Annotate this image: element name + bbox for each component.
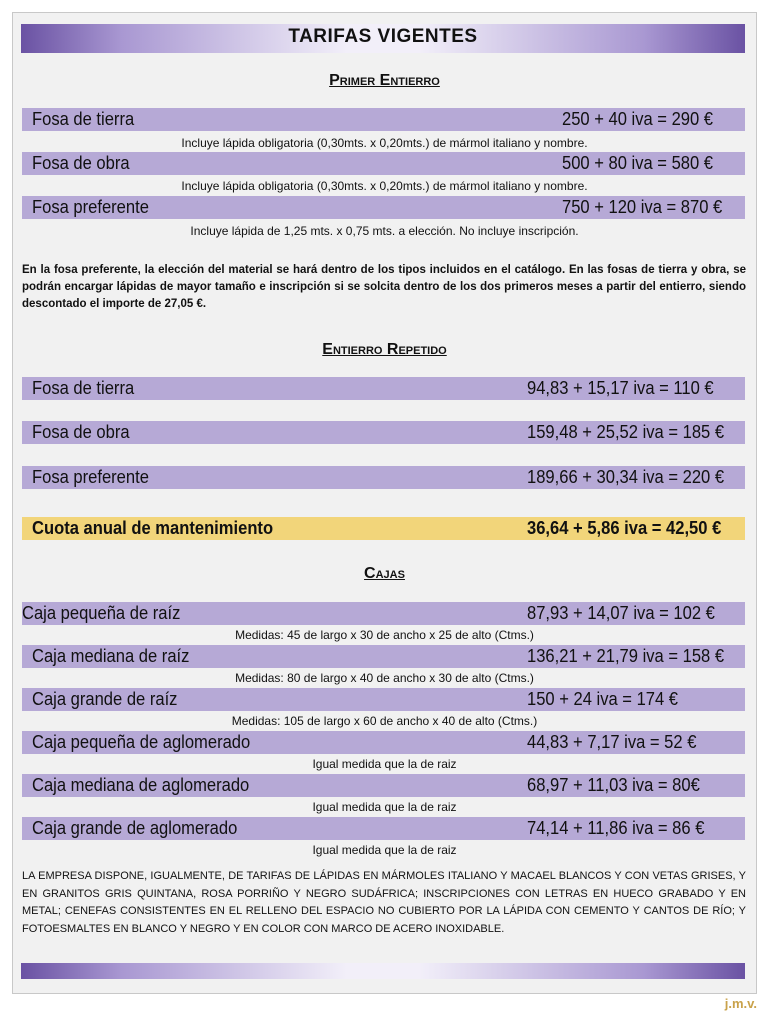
caja-row-grande-aglomerado bbox=[22, 817, 745, 840]
primer-row-fosa-obra bbox=[22, 152, 745, 175]
cuota-anual-row bbox=[22, 517, 745, 540]
bottom-banner bbox=[21, 963, 745, 979]
signature: j.m.v. bbox=[724, 996, 757, 1011]
row-label: Caja grande de aglomerado bbox=[32, 818, 238, 838]
row-label: Fosa preferente bbox=[32, 197, 149, 217]
row-label: Caja pequeña de aglomerado bbox=[32, 732, 251, 752]
primer-row-fosa-tierra bbox=[22, 108, 745, 131]
row-note: Incluye lápida obligatoria (0,30mts. x 0,20mts.) de mármol italiano y nombre. bbox=[181, 136, 588, 150]
row-label: Fosa de tierra bbox=[32, 109, 135, 129]
caja-row-pequena-raiz bbox=[22, 602, 745, 625]
row-price: 44,83 + 7,17 iva = 52 € bbox=[527, 732, 697, 752]
row-price: 68,97 + 11,03 iva = 80€ bbox=[527, 775, 700, 795]
page-title: TARIFAS VIGENTES bbox=[288, 26, 478, 47]
caja-row-mediana-raiz bbox=[22, 645, 745, 668]
primer-paragraph: En la fosa preferente, la elección del material se hará dentro de los tipos incluidos en el catálogo. En las fosas de tierra y obra, se podrán encargar lápidas de mayor tamaño e inscripción si se solcita dentro de los dos primeros meses a partir del entierro, siendo descontado el importe de 27,05 €. bbox=[22, 264, 746, 310]
row-label: Caja grande de raíz bbox=[32, 689, 178, 709]
row-label: Caja mediana de raíz bbox=[32, 646, 190, 666]
row-price: 87,93 + 14,07 iva = 102 € bbox=[527, 603, 715, 623]
row-price: 136,21 + 21,79 iva = 158 € bbox=[527, 646, 725, 666]
row-price: 159,48 + 25,52 iva = 185 € bbox=[527, 422, 725, 442]
repetido-row-fosa-obra bbox=[22, 421, 745, 444]
row-price: 750 + 120 iva = 870 € bbox=[562, 197, 723, 217]
row-label: Fosa preferente bbox=[32, 467, 149, 487]
row-price: 189,66 + 30,34 iva = 220 € bbox=[527, 467, 725, 487]
row-label: Caja mediana de aglomerado bbox=[32, 775, 250, 795]
caja-row-pequena-aglomerado bbox=[22, 731, 745, 754]
row-note: Medidas: 45 de largo x 30 de ancho x 25 de alto (Ctms.) bbox=[235, 628, 534, 642]
title-banner bbox=[21, 24, 745, 53]
footer-paragraph: LA EMPRESA DISPONE, IGUALMENTE, DE TARIFAS DE LÁPIDAS EN MÁRMOLES ITALIANO Y MACAEL BLANCOS Y CON VETAS GRISES, Y EN GRANITOS GRIS QUINTANA, ROSA PORRIÑO Y NEGRO SUDÁFRICA; INSCRIPCIONES CON LETRAS EN HUECO GRABADO Y EN METAL; CENEFAS CONSISTENTES EN EL RELLENO DEL ESPACIO NO CUBIERTO POR LA LÁPIDA CON CEMENTO Y CANTOS DE RÍO; Y FOTOESMALTES EN BLANCO Y NEGRO Y EN COLOR CON MARCO DE ACERO INOXIDABLE. bbox=[22, 870, 746, 935]
row-note: Medidas: 80 de largo x 40 de ancho x 30 de alto (Ctms.) bbox=[235, 671, 534, 685]
cuota-price: 36,64 + 5,86 iva = 42,50 € bbox=[527, 518, 722, 538]
row-note: Incluye lápida obligatoria (0,30mts. x 0,20mts.) de mármol italiano y nombre. bbox=[181, 179, 588, 193]
caja-row-grande-raiz bbox=[22, 688, 745, 711]
section-entierro-repetido-title: Entierro Repetido bbox=[322, 341, 447, 358]
primer-row-fosa-preferente bbox=[22, 196, 745, 219]
row-price: 250 + 40 iva = 290 € bbox=[562, 109, 714, 129]
row-label: Caja pequeña de raíz bbox=[22, 603, 181, 623]
caja-row-mediana-aglomerado bbox=[22, 774, 745, 797]
row-label: Fosa de tierra bbox=[32, 378, 135, 398]
cuota-label: Cuota anual de mantenimiento bbox=[32, 518, 274, 538]
section-cajas-title: Cajas bbox=[364, 565, 405, 582]
row-note: Medidas: 105 de largo x 60 de ancho x 40 de alto (Ctms.) bbox=[231, 714, 538, 728]
row-price: 500 + 80 iva = 580 € bbox=[562, 153, 714, 173]
repetido-row-fosa-preferente bbox=[22, 466, 745, 489]
row-label: Fosa de obra bbox=[32, 153, 130, 173]
row-note: Igual medida que la de raiz bbox=[312, 843, 457, 857]
row-note: Igual medida que la de raiz bbox=[312, 800, 457, 814]
row-price: 94,83 + 15,17 iva = 110 € bbox=[527, 378, 714, 398]
row-note: Igual medida que la de raiz bbox=[312, 757, 457, 771]
row-price: 150 + 24 iva = 174 € bbox=[527, 689, 679, 709]
section-primer-entierro-title: Primer Entierro bbox=[329, 72, 440, 89]
repetido-row-fosa-tierra bbox=[22, 377, 745, 400]
row-price: 74,14 + 11,86 iva = 86 € bbox=[527, 818, 705, 838]
row-label: Fosa de obra bbox=[32, 422, 130, 442]
row-note: Incluye lápida de 1,25 mts. x 0,75 mts. a elección. No incluye inscripción. bbox=[190, 224, 579, 238]
